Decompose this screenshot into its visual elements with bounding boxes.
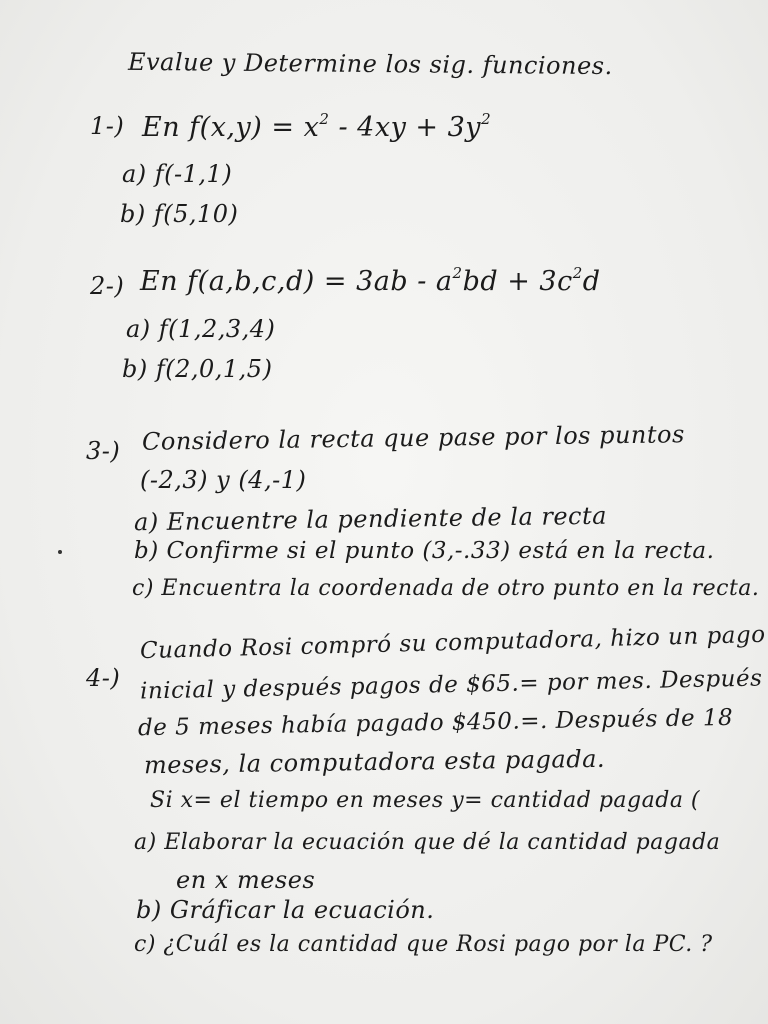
problem-3-part-a: a) Encuentre la pendiente de la recta [133, 501, 608, 537]
problem-2-eq-pre: En f(a,b,c,d) = 3ab - a [140, 266, 453, 297]
margin-dot [58, 550, 62, 554]
problem-2-part-b: b) f(2,0,1,5) [122, 355, 273, 383]
problem-3-line-1: Considero la recta que pase por los puntos [141, 420, 686, 456]
problem-4-label: 4-) [86, 664, 121, 692]
problem-2-exp2: 2 [572, 264, 583, 282]
problem-4-line-3: de 5 meses había pagado $450.=. Después de 18 [137, 704, 734, 742]
problem-3-label: 3-) [86, 437, 121, 465]
problem-1-part-b: b) f(5,10) [120, 200, 239, 228]
problem-2-equation [140, 264, 601, 297]
problem-3-part-c: c) Encuentra la coordenada de otro punto en la recta. [132, 576, 760, 601]
problem-2-eq-mid: bd + 3c [462, 266, 573, 297]
problem-3-line-2: (-2,3) y (4,-1) [140, 466, 307, 494]
problem-1-eq-pre: En f(x,y) = x [142, 112, 320, 143]
problem-3-part-b: b) Confirme si el punto (3,-.33) está en la recta. [134, 538, 715, 564]
problem-4-part-c: c) ¿Cuál es la cantidad que Rosi pago por la PC. ? [134, 932, 713, 957]
problem-4-line-2: inicial y después pagos de $65.= por mes. Después [139, 665, 763, 705]
problem-4-part-b: b) Gráficar la ecuación. [136, 896, 435, 924]
problem-1-label: 1-) [90, 112, 125, 140]
problem-1-exp1: 2 [319, 110, 330, 128]
problem-2-label: 2-) [90, 272, 125, 300]
problem-2-part-a: a) f(1,2,3,4) [126, 315, 276, 343]
problem-4-line-4: meses, la computadora esta pagada. [143, 744, 606, 780]
problem-1-exp2: 2 [481, 110, 492, 128]
problem-2-eq-end: d [582, 266, 601, 297]
problem-4-part-a-line-2: en x meses [176, 866, 316, 894]
problem-2-exp1: 2 [452, 264, 463, 282]
problem-1-equation [142, 110, 491, 143]
page-title: Evalue y Determine los sig. funciones. [127, 47, 613, 81]
problem-4-line-5: Si x= el tiempo en meses y= cantidad pagada ( [150, 788, 701, 813]
problem-1-part-a: a) f(-1,1) [122, 160, 233, 188]
problem-4-part-a-line-1: a) Elaborar la ecuación que dé la cantidad pagada [134, 830, 721, 855]
problem-4-line-1: Cuando Rosi compró su computadora, hizo un pago [139, 621, 766, 665]
problem-1-eq-mid: - 4xy + 3y [338, 112, 482, 143]
